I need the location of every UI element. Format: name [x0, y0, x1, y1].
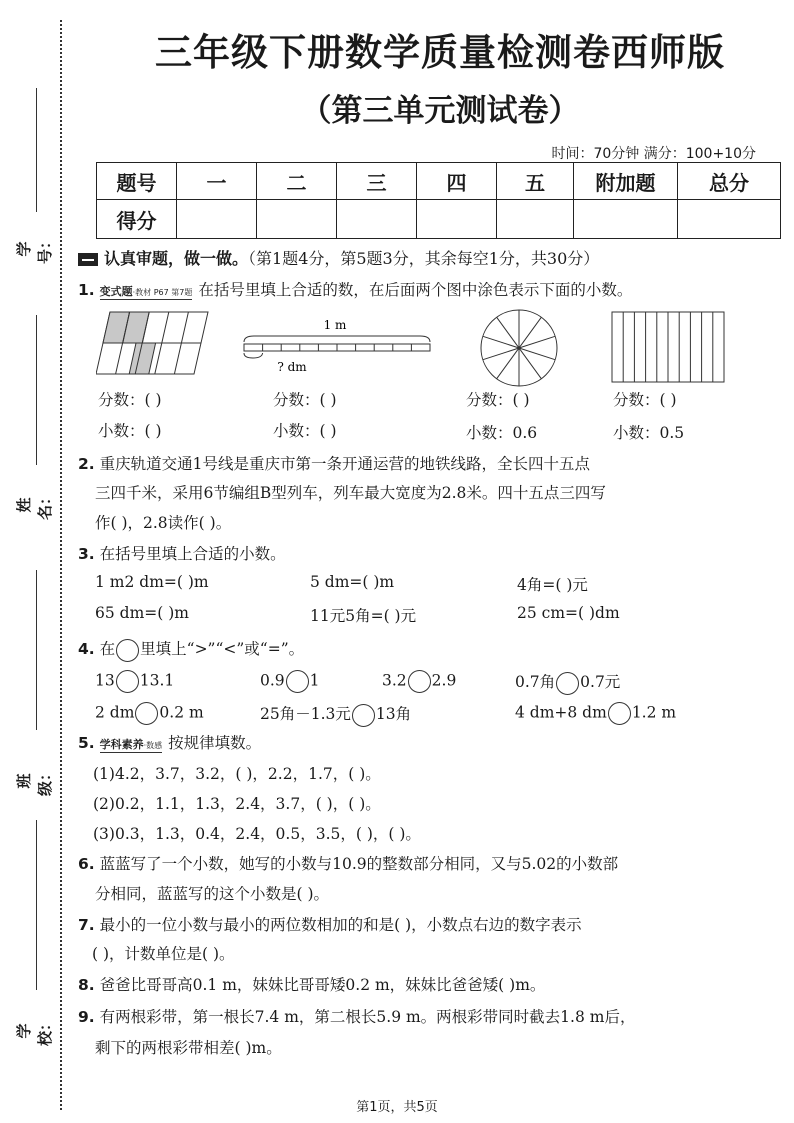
tag-text: 变式题	[99, 285, 133, 298]
header-cell: 题号	[97, 163, 177, 200]
q4-compare-item	[95, 702, 204, 725]
rectangle-ten-columns-figure	[610, 311, 726, 383]
compare-left: 2 dm	[95, 703, 135, 722]
fig4-fraction: 分数：( )	[613, 391, 677, 409]
question-1	[78, 278, 632, 300]
question-text: 在括号里填上合适的小数。	[99, 545, 286, 563]
compare-circle[interactable]	[608, 702, 631, 725]
fig2-decimal: 小数：( )	[273, 422, 337, 440]
compare-left: 25角－1.3元	[260, 705, 351, 723]
question-number: 8.	[78, 976, 95, 994]
compare-circle[interactable]	[408, 670, 431, 693]
q3-item: 4角=( )元	[517, 576, 588, 594]
tag-text: 学科素养	[99, 738, 144, 751]
question-text-line: 有两根彩带，第一根长7.4 m，第二根长5.9 m。两根彩带同时截去1.8 m后，	[99, 1008, 636, 1026]
score-cell[interactable]	[574, 200, 678, 239]
question-2	[78, 452, 590, 474]
compare-right: 0.7元	[580, 673, 621, 691]
compare-right: 13.1	[139, 671, 175, 690]
student-id-line	[36, 88, 37, 212]
fig3-decimal: 小数：0.6	[466, 424, 538, 442]
score-table-score-row	[97, 200, 781, 239]
header-cell: 一	[177, 163, 257, 200]
question-text: 按规律填数。	[168, 734, 262, 752]
q5-sequence-1: (1)4.2，3.7，3.2，( )，2.2，1.7，( )。	[93, 765, 381, 783]
header-cell: 四	[417, 163, 497, 200]
question-text: 在括号里填上合适的数，在后面两个图中涂色表示下面的小数。	[198, 281, 633, 299]
q4-compare-item	[260, 670, 320, 693]
section-1-heading	[78, 246, 599, 269]
compare-right: 1.2 m	[631, 703, 677, 722]
question-text-line: 最小的一位小数与最小的两位数相加的和是( )，小数点右边的数字表示	[99, 916, 582, 934]
question-4	[78, 637, 304, 662]
section-title: 认真审题，做一做。	[104, 249, 249, 268]
compare-right: 0.2 m	[159, 703, 204, 722]
name-label: 姓名：	[15, 490, 54, 521]
row-label-cell: 得分	[97, 200, 177, 239]
question-number: 9.	[78, 1008, 95, 1026]
q5-sequence-3: (3)0.3，1.3，0.4，2.4，0.5，3.5，( )，( )。	[93, 825, 421, 843]
fig1-decimal: 小数：( )	[98, 422, 162, 440]
question-text-line: ( )，计数单位是( )。	[92, 945, 235, 963]
header-cell: 附加题	[574, 163, 678, 200]
school-label: 学校：	[15, 1016, 54, 1047]
header-cell: 总分	[678, 163, 781, 200]
binding-dashed-line	[60, 20, 62, 1110]
question-7	[78, 913, 582, 935]
ruler-unit-label: ? dm	[277, 360, 307, 374]
page-subtitle: （第三单元测试卷）	[300, 93, 580, 129]
time-score-info: 时间：70分钟 满分：100+10分	[551, 146, 756, 162]
score-cell[interactable]	[257, 200, 337, 239]
q3-item: 5 dm=( )m	[310, 573, 395, 591]
q3-item: 25 cm=( )dm	[517, 604, 620, 622]
question-text-pre: 在	[99, 640, 116, 658]
question-text-line: 剩下的两根彩带相差( )m。	[95, 1039, 282, 1057]
compare-right: 13角	[375, 705, 412, 723]
school-line	[36, 820, 37, 990]
q3-item: 11元5角=( )元	[310, 607, 417, 625]
compare-left: 3.2	[382, 671, 407, 690]
section-number-icon	[78, 253, 98, 266]
question-text-line: 三四千米，采用6节编组B型列车，列车最大宽度为2.8米。四十五点三四写	[95, 484, 606, 502]
compare-left: 0.7角	[515, 673, 556, 691]
compare-circle[interactable]	[116, 670, 139, 693]
q4-compare-item	[95, 670, 174, 693]
q4-compare-item	[515, 702, 676, 725]
q4-compare-item	[260, 702, 411, 727]
page-footer: 第1页，共5页	[356, 1100, 438, 1115]
circle-ten-parts-figure	[478, 307, 560, 389]
score-cell[interactable]	[678, 200, 781, 239]
question-number: 2.	[78, 455, 95, 473]
score-table-header-row	[97, 163, 781, 200]
question-9	[78, 1005, 635, 1027]
compare-left: 13	[95, 671, 115, 690]
score-table	[96, 162, 781, 239]
tag-source: ·数感	[143, 741, 163, 750]
compare-right: 2.9	[431, 671, 457, 690]
page-title: 三年级下册数学质量检测卷西师版	[155, 31, 725, 74]
ruler-total-label: 1 m	[323, 318, 347, 332]
question-number: 1.	[78, 281, 95, 299]
q3-item: 65 dm=( )m	[95, 604, 189, 622]
student-id-label: 学号：	[15, 234, 54, 265]
compare-circle[interactable]	[352, 704, 375, 727]
question-text-post: 里填上“>”“<”或“=”。	[140, 640, 305, 658]
compare-circle[interactable]	[135, 702, 158, 725]
question-5	[78, 731, 261, 753]
question-3	[78, 542, 286, 564]
question-number: 5.	[78, 734, 95, 752]
tag-source: ·教材 P67 第7题	[132, 288, 193, 297]
parallelogram-grid-figure	[96, 310, 211, 376]
compare-circle[interactable]	[556, 672, 579, 695]
q5-sequence-2: (2)0.2，1.1，1.3，2.4，3.7，( )，( )。	[93, 795, 381, 813]
q3-item: 1 m2 dm=( )m	[95, 573, 209, 591]
question-6	[78, 852, 618, 874]
question-8	[78, 973, 545, 995]
name-line	[36, 315, 37, 465]
q4-compare-item	[515, 670, 620, 695]
class-line	[36, 570, 37, 730]
class-label: 班级：	[15, 766, 54, 797]
header-cell: 三	[337, 163, 417, 200]
question-tag	[100, 736, 163, 753]
blank-circle-icon	[116, 639, 139, 662]
compare-circle[interactable]	[286, 670, 309, 693]
compare-left: 4 dm+8 dm	[515, 703, 607, 722]
compare-left: 0.9	[260, 671, 285, 690]
question-text-line: 分相同，蓝蓝写的这个小数是( )。	[95, 885, 330, 903]
compare-right: 1	[309, 671, 320, 690]
fig2-fraction: 分数：( )	[273, 391, 337, 409]
score-cell[interactable]	[337, 200, 417, 239]
question-number: 3.	[78, 545, 95, 563]
question-number: 6.	[78, 855, 95, 873]
fig4-decimal: 小数：0.5	[613, 424, 685, 442]
fig3-fraction: 分数：( )	[466, 391, 530, 409]
question-number: 7.	[78, 916, 95, 934]
score-cell[interactable]	[417, 200, 497, 239]
score-cell[interactable]	[177, 200, 257, 239]
question-text: 爸爸比哥哥高0.1 m，妹妹比哥哥矮0.2 m，妹妹比爸爸矮( )m。	[99, 976, 546, 994]
fig1-fraction: 分数：( )	[98, 391, 162, 409]
question-text-line: 重庆轨道交通1号线是重庆市第一条开通运营的地铁线路，全长四十五点	[99, 455, 590, 473]
question-number: 4.	[78, 640, 95, 658]
header-cell: 五	[497, 163, 574, 200]
header-cell: 二	[257, 163, 337, 200]
ruler-figure	[240, 316, 435, 376]
section-points: （第1题4分，第5题3分，其余每空1分，共30分）	[248, 249, 600, 268]
score-cell[interactable]	[497, 200, 574, 239]
question-text-line: 作( )，2.8读作( )。	[95, 514, 232, 532]
question-text-line: 蓝蓝写了一个小数，她写的小数与10.9的整数部分相同，又与5.02的小数部	[99, 855, 619, 873]
question-tag	[100, 283, 193, 300]
q4-compare-item	[382, 670, 456, 693]
